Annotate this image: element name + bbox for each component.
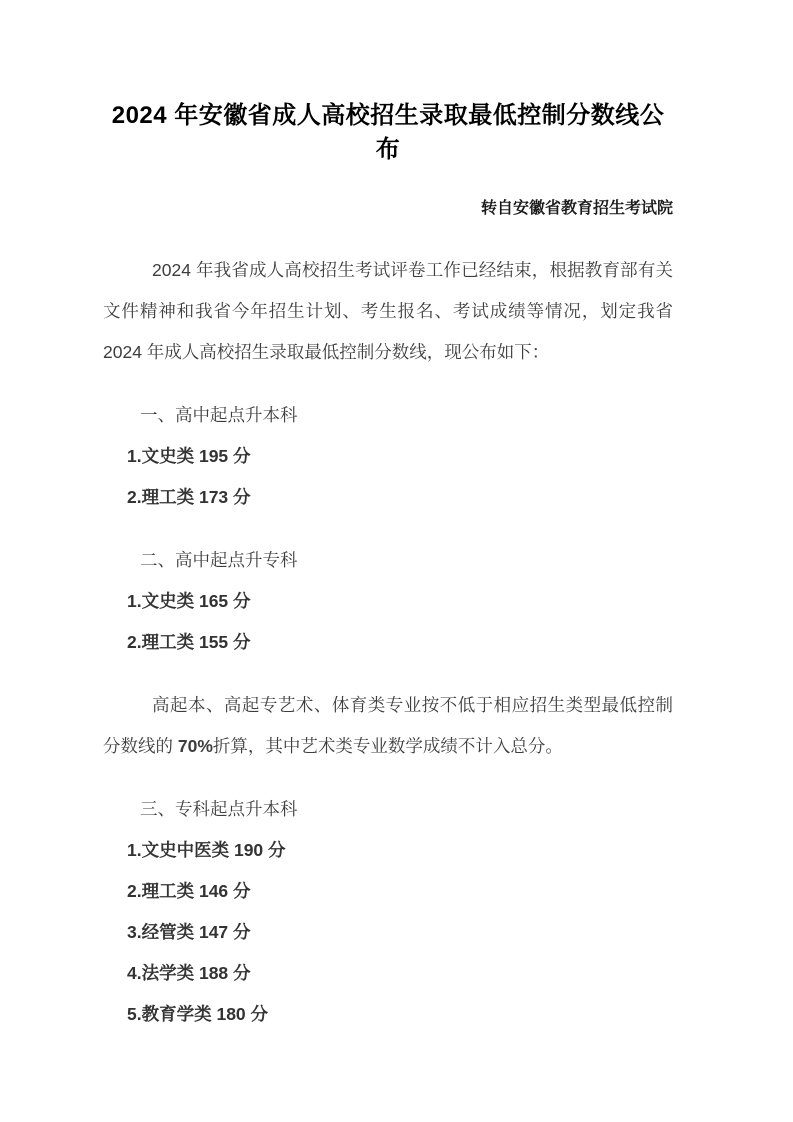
section-gaoqi-benke bbox=[103, 395, 673, 518]
section-heading: 一、高中起点升本科 bbox=[140, 405, 298, 425]
conversion-note-paragraph bbox=[103, 685, 673, 767]
score-item: 2.理工类 155 分 bbox=[127, 632, 251, 652]
section-heading: 二、高中起点升专科 bbox=[140, 550, 298, 570]
section-gaoqi-zhuanke bbox=[103, 540, 673, 663]
score-item: 1.文史中医类 190 分 bbox=[127, 840, 286, 860]
score-item: 1.文史类 165 分 bbox=[127, 591, 251, 611]
score-item: 1.文史类 195 分 bbox=[127, 446, 251, 466]
conversion-note-percentage: 70% bbox=[177, 736, 213, 756]
score-item: 5.教育学类 180 分 bbox=[127, 1004, 269, 1024]
score-item: 3.经管类 147 分 bbox=[127, 922, 251, 942]
source-attribution: 转自安徽省教育招生考试院 bbox=[480, 200, 673, 217]
page-title: 2024 年安徽省成人高校招生录取最低控制分数线公布 bbox=[111, 102, 665, 163]
score-item: 2.理工类 173 分 bbox=[127, 487, 251, 507]
intro-paragraph: 2024 年我省成人高校招生考试评卷工作已经结束，根据教育部有关文件精神和我省今年招生计划、考生报名、考试成绩等情况，划定我省 2024 年成人高校招生录取最低控制分数线，现公布如下： bbox=[103, 260, 673, 362]
conversion-note-text-end: 折算，其中艺术类专业数学成绩不计入总分。 bbox=[212, 736, 563, 756]
score-item: 4.法学类 188 分 bbox=[127, 963, 251, 983]
score-item: 2.理工类 146 分 bbox=[127, 881, 251, 901]
section-heading: 三、专科起点升本科 bbox=[140, 799, 298, 819]
conversion-note-text-start: 高起本、高起专艺术、体育类专业按不低于相应招生类型最低控制分数线的 bbox=[103, 695, 673, 756]
section-zhuanke-benke bbox=[103, 789, 673, 1035]
